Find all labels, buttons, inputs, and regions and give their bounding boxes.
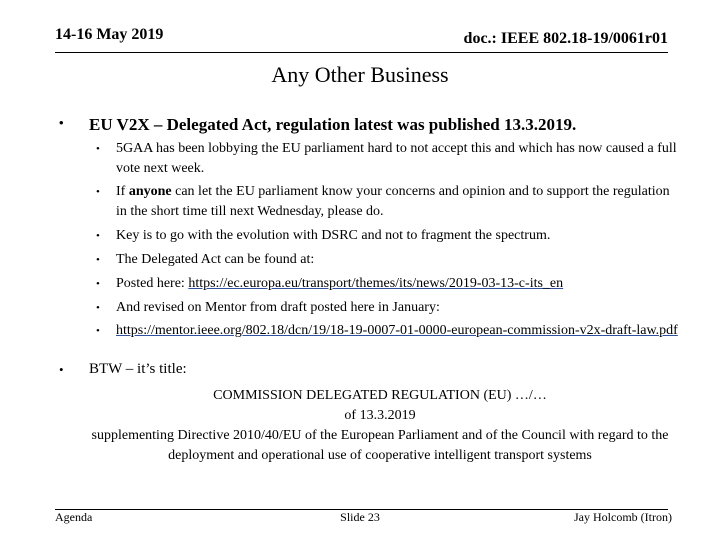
bullet-icon: •	[59, 362, 64, 377]
sub-bullet-mentor	[96, 298, 681, 318]
footer-author: Jay Holcomb (Itron)	[574, 510, 672, 524]
sub-bullet-dsrc	[96, 226, 681, 246]
bullet-icon: •	[96, 325, 100, 337]
sub-bullet-emphasis: anyone	[128, 184, 172, 199]
regulation-line-3: supplementing Directive 2010/40/EU of the European Parliament and of the Council with regard to the deployment and operational use of cooperative intelligent transport systems	[91, 428, 669, 463]
main-bullet-text: EU V2X – Delegated Act, regulation latest was published 13.3.2019.	[89, 115, 577, 134]
sub-bullet-lobbying	[96, 139, 681, 179]
slide-title: Any Other Business	[271, 62, 449, 87]
header-doc-id: doc.: IEEE 802.18-19/0061r01	[463, 30, 668, 47]
ec-europa-link[interactable]: https://ec.europa.eu/transport/themes/its/news/2019-03-13-c-its_en	[188, 276, 564, 291]
main-bullet	[59, 115, 577, 135]
sub-bullet-text: The Delegated Act can be found at:	[116, 252, 315, 267]
bullet-icon: •	[96, 186, 100, 198]
sub-bullet-text: And revised on Mentor from draft posted here in January:	[116, 300, 440, 315]
sub-bullet-found-at	[96, 250, 681, 270]
footer-slide-number: Slide 23	[340, 510, 380, 524]
bullet-icon: •	[59, 115, 64, 130]
bullet-icon: •	[96, 143, 100, 155]
regulation-line-2: of 13.3.2019	[344, 408, 416, 423]
bullet-icon: •	[96, 278, 100, 290]
footer-agenda: Agenda	[55, 510, 93, 524]
mentor-ieee-link[interactable]: https://mentor.ieee.org/802.18/dcn/19/18-19-0007-01-0000-european-commission-v2x-draft-law.pdf	[116, 323, 678, 338]
btw-bullet-text: BTW – it’s title:	[89, 361, 187, 377]
header-divider	[55, 52, 668, 53]
bullet-icon: •	[96, 254, 100, 266]
bullet-icon: •	[96, 230, 100, 242]
sub-bullet-text: Posted here:	[116, 276, 189, 291]
sub-bullet-text: 5GAA has been lobbying the EU parliament hard to not accept this and which has now caused a full vote next week.	[116, 141, 677, 176]
bullet-icon: •	[96, 302, 100, 314]
sub-bullet-text-before: If	[116, 184, 129, 199]
sub-bullet-posted-here	[96, 274, 681, 294]
header-date: 14-16 May 2019	[55, 26, 164, 43]
sub-bullet-anyone	[96, 182, 681, 222]
sub-bullet-mentor-link	[96, 321, 681, 341]
sub-bullet-text-after: can let the EU parliament know your concerns and opinion and to support the regulation in the short time till next Wednesday, please do.	[116, 184, 670, 219]
regulation-line-1: COMMISSION DELEGATED REGULATION (EU) …/…	[213, 388, 547, 403]
btw-bullet	[59, 361, 187, 378]
sub-bullet-text: Key is to go with the evolution with DSRC and not to fragment the spectrum.	[116, 228, 551, 243]
regulation-title	[60, 386, 700, 466]
